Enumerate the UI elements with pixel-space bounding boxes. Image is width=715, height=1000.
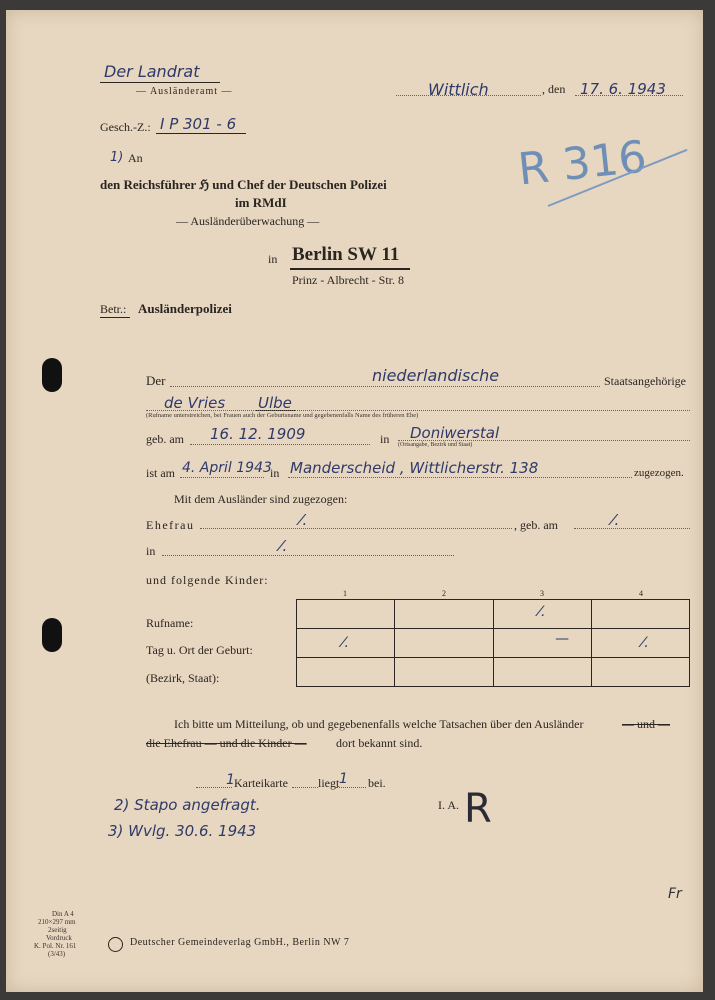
authority-line	[100, 82, 220, 83]
arrival-date-line	[180, 477, 264, 478]
surname-handwritten: de Vries	[164, 394, 226, 412]
reference-label: Gesch.-Z.:	[100, 120, 151, 134]
birthdate-line	[190, 444, 370, 445]
in-handwritten-3: ⁄.	[280, 537, 288, 555]
recipient-city: Berlin SW 11	[292, 244, 400, 265]
request-strike-1: — und —	[622, 717, 670, 731]
table-cell	[395, 600, 493, 629]
table-cell	[591, 629, 689, 658]
birthplace-instruction: (Ortsangabe, Bezirk und Staat)	[398, 442, 473, 448]
liegt-handwritten: 1	[339, 771, 348, 787]
table-cell	[493, 658, 591, 687]
request-line-1: Ich bitte um Mitteilung, ob und gegebenenfalls welche Tatsachen über den Ausländer	[174, 717, 584, 731]
table-row	[297, 600, 690, 629]
nationality-handwritten: niederlandische	[372, 366, 500, 385]
recipient-street: Prinz - Albrecht - Str. 8	[292, 273, 404, 287]
kartei-count-handwritten: 1	[226, 772, 235, 788]
name-line	[146, 410, 690, 411]
table-cell	[591, 658, 689, 687]
table-row	[297, 658, 690, 687]
in-line-3	[162, 555, 454, 556]
address-line	[288, 477, 632, 478]
birthplace-line	[398, 440, 690, 441]
place-line	[396, 95, 541, 96]
city-underline	[290, 268, 410, 270]
liegt-line	[292, 787, 318, 788]
birthplace-handwritten: Doniwerstal	[410, 424, 500, 442]
der-label: Der	[146, 373, 166, 388]
table-cell	[591, 600, 689, 629]
kinder-label: und folgende Kinder:	[146, 573, 269, 587]
note-wiedervorlage: 3) Wvlg. 30.6. 1943	[108, 822, 257, 840]
date-label: , den	[542, 82, 566, 96]
table-cell	[297, 629, 395, 658]
row-label-bezirk: (Bezirk, Staat):	[146, 671, 220, 685]
cell-mark: —	[555, 631, 570, 647]
form-spec-2: 210×297 mm	[38, 918, 76, 926]
recipient-in-label: in	[268, 252, 278, 266]
ehefrau-line	[200, 528, 512, 529]
recipient-line-3: — Ausländerüberwachung —	[176, 214, 320, 228]
column-number-2: 2	[442, 589, 446, 598]
request-end: dort bekannt sind.	[336, 736, 423, 750]
form-spec-1: Din A 4	[52, 910, 74, 918]
row-label-geburt: Tag u. Ort der Geburt:	[146, 643, 253, 657]
table-row	[297, 629, 690, 658]
punch-hole-bottom	[42, 618, 62, 652]
request-strike-2: die Ehefrau — und die Kinder —	[146, 736, 307, 750]
table-cell	[297, 600, 395, 629]
children-table	[296, 599, 690, 687]
signature: R	[464, 786, 492, 832]
cell-mark: ⁄.	[342, 635, 350, 651]
bei-label: bei.	[368, 776, 386, 790]
punch-hole-top	[42, 358, 62, 392]
publisher-imprint: Deutscher Gemeindeverlag GmbH., Berlin NW 7	[130, 937, 350, 948]
mit-dem-auslaender: Mit dem Ausländer sind zugezogen:	[174, 492, 348, 506]
row-label-rufname: Rufname:	[146, 616, 194, 630]
subject-value: Ausländerpolizei	[138, 301, 232, 316]
liegt-label: liegt	[318, 776, 340, 790]
nationality-line	[170, 386, 600, 387]
table-cell	[493, 600, 591, 629]
date-handwritten: 17. 6. 1943	[580, 80, 666, 98]
date-line	[575, 95, 683, 96]
recipient-an: An	[128, 151, 143, 165]
column-number-1: 1	[343, 589, 347, 598]
form-spec-3: 2seitig	[48, 926, 67, 934]
form-spec-5: K. Pol. Nr. 161	[34, 942, 77, 950]
reference-handwritten: I P 301 - 6	[160, 115, 237, 133]
address-handwritten: Manderscheid , Wittlicherstr. 138	[290, 459, 539, 477]
form-spec-6: (3/43)	[48, 950, 66, 958]
zugezogen-label: zugezogen.	[634, 467, 684, 479]
i-a-label: I. A.	[438, 798, 459, 812]
ist-am-label: ist am	[146, 466, 175, 480]
ehefrau-geb-handwritten: ⁄.	[612, 511, 620, 529]
column-number-3: 3	[540, 589, 544, 598]
bei-line	[336, 787, 366, 788]
subject-label-underline	[100, 317, 130, 318]
note-stapo: 2) Stapo angefragt.	[114, 796, 261, 814]
authority-handwritten: Der Landrat	[104, 62, 200, 81]
cell-mark: ⁄.	[641, 635, 649, 651]
geb-am-label: geb. am	[146, 432, 184, 446]
publisher-logo-icon	[108, 937, 123, 952]
recipient-line-2: im RMdI	[235, 195, 287, 210]
reference-line	[156, 133, 246, 134]
corner-handwriting: Fr	[668, 886, 682, 902]
birthplace-in-label: in	[380, 432, 390, 446]
firstname-handwritten: Ulbe	[258, 394, 292, 412]
form-spec-4: Vordruck	[46, 934, 72, 942]
place-handwritten: Wittlich	[428, 80, 489, 99]
ehefrau-geb-label: , geb. am	[514, 518, 558, 532]
karteikarte-label: Karteikarte	[234, 776, 288, 790]
recipient-line-1: den Reichsführer ℌ und Chef der Deutschen Polizei	[100, 177, 387, 192]
address-in-label: in	[270, 466, 280, 480]
table-cell	[395, 658, 493, 687]
in-label-3: in	[146, 544, 156, 558]
table-cell	[297, 658, 395, 687]
table-cell	[395, 629, 493, 658]
kartei-count-line	[196, 787, 232, 788]
birthdate-handwritten: 16. 12. 1909	[210, 425, 306, 443]
archive-mark-blue: R 316	[515, 131, 649, 196]
step-one-number: 1)	[110, 150, 124, 165]
ehefrau-geb-line	[574, 528, 690, 529]
table-cell	[493, 629, 591, 658]
column-number-4: 4	[639, 589, 643, 598]
arrival-date-handwritten: 4. April 1943	[182, 460, 272, 476]
staatsangehoerige-label: Staatsangehörige	[604, 374, 686, 388]
name-instruction: (Rufname unterstreichen, bei Frauen auch der Geburtsname und gegebenenfalls Name des früheren Ehe)	[146, 412, 419, 419]
ehefrau-label: Ehefrau	[146, 518, 195, 532]
cell-mark: ⁄.	[538, 604, 546, 620]
authority-office: — Ausländeramt —	[136, 86, 233, 97]
ehefrau-handwritten: ⁄.	[300, 511, 308, 529]
subject-label: Betr.:	[100, 302, 127, 316]
